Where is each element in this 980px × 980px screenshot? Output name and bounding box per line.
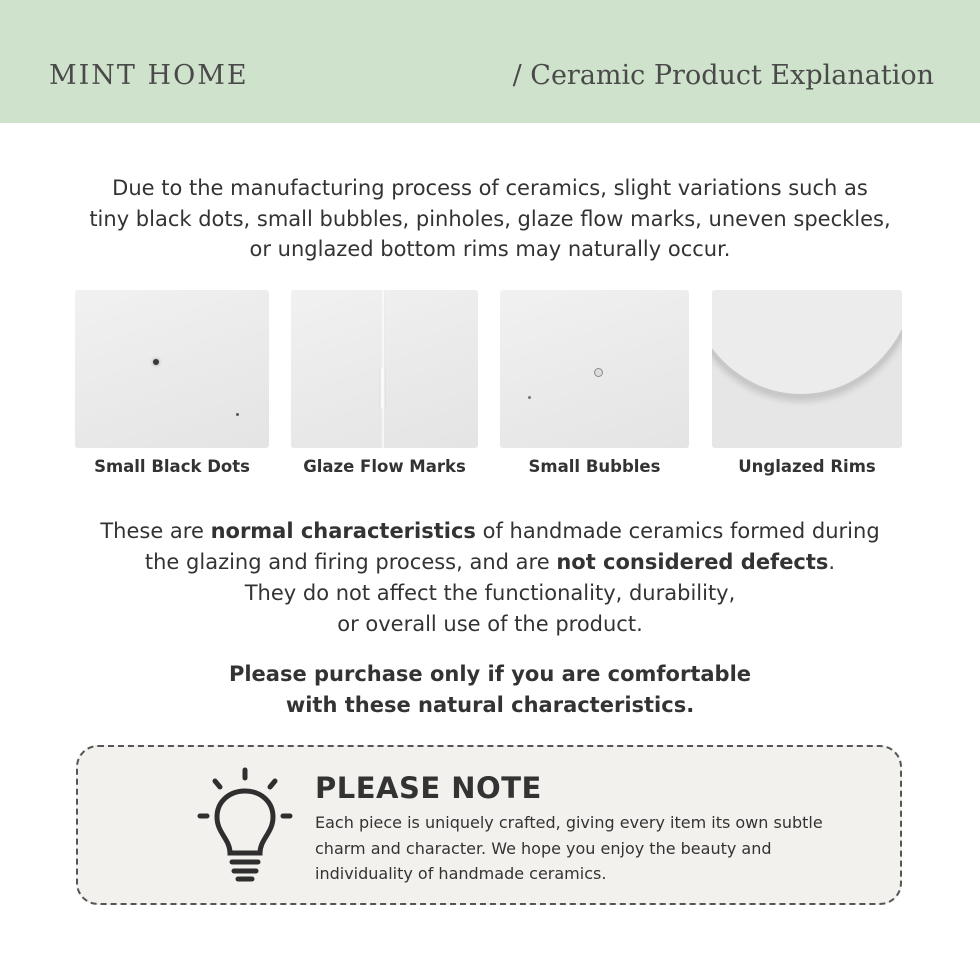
intro-line: or unglazed bottom rims may naturally occur. bbox=[249, 237, 731, 261]
note-line: charm and character. We hope you enjoy the beauty and bbox=[315, 838, 772, 858]
emphasis-text: not considered defects bbox=[556, 550, 829, 574]
bubble bbox=[528, 396, 531, 399]
body-text-span: These are bbox=[100, 519, 211, 543]
purchase-line: Please purchase only if you are comfortable bbox=[228, 662, 752, 686]
intro-line: Due to the manufacturing process of ceramics, slight variations such as bbox=[112, 176, 868, 200]
sample-glaze-flow-marks bbox=[291, 290, 478, 476]
body-text-span: of handmade ceramics formed during bbox=[475, 519, 880, 543]
note-line: Each piece is uniquely crafted, giving every item its own subtle bbox=[315, 813, 823, 832]
body-text-span: the glazing and firing process, and are bbox=[144, 550, 557, 574]
note-line: individuality of handmade ceramics. bbox=[315, 864, 607, 883]
intro-text bbox=[60, 173, 920, 265]
sample-label: Small Bubbles bbox=[528, 457, 661, 476]
sample-label: Unglazed Rims bbox=[738, 457, 876, 476]
rim-ring bbox=[712, 290, 902, 398]
body-line: or overall use of the product. bbox=[337, 612, 643, 636]
characteristics-text bbox=[60, 516, 920, 640]
sample-label: Small Black Dots bbox=[94, 457, 250, 476]
sample-label: Glaze Flow Marks bbox=[303, 457, 466, 476]
sample-small-black-dots bbox=[75, 290, 269, 476]
purchase-line: with these natural characteristics. bbox=[285, 693, 695, 717]
sample-image bbox=[712, 290, 902, 448]
body-line: They do not affect the functionality, durability, bbox=[244, 581, 736, 605]
note-title: PLEASE NOTE bbox=[315, 771, 542, 805]
emphasis-text: normal characteristics bbox=[210, 519, 476, 543]
black-dot bbox=[236, 413, 239, 416]
sample-small-bubbles bbox=[500, 290, 689, 476]
body-line bbox=[60, 516, 920, 547]
intro-line: tiny black dots, small bubbles, pinholes, glaze flow marks, uneven speckles, bbox=[89, 206, 891, 231]
brand-name: MINT HOME bbox=[49, 60, 249, 91]
sample-image bbox=[75, 290, 269, 448]
sample-unglazed-rims bbox=[712, 290, 902, 476]
glaze-streak bbox=[379, 368, 386, 408]
please-note-box bbox=[76, 745, 902, 905]
sample-image bbox=[291, 290, 478, 448]
lightbulb-icon bbox=[195, 767, 295, 885]
header-banner bbox=[0, 0, 980, 123]
page-title: / Ceramic Product Explanation bbox=[512, 60, 934, 91]
black-dot bbox=[153, 359, 159, 365]
body-text-span: . bbox=[828, 550, 836, 574]
body-line bbox=[60, 547, 920, 578]
purchase-notice bbox=[60, 659, 920, 721]
sample-gallery bbox=[0, 290, 980, 490]
sample-image bbox=[500, 290, 689, 448]
bubble bbox=[594, 368, 603, 377]
note-body bbox=[315, 810, 875, 887]
